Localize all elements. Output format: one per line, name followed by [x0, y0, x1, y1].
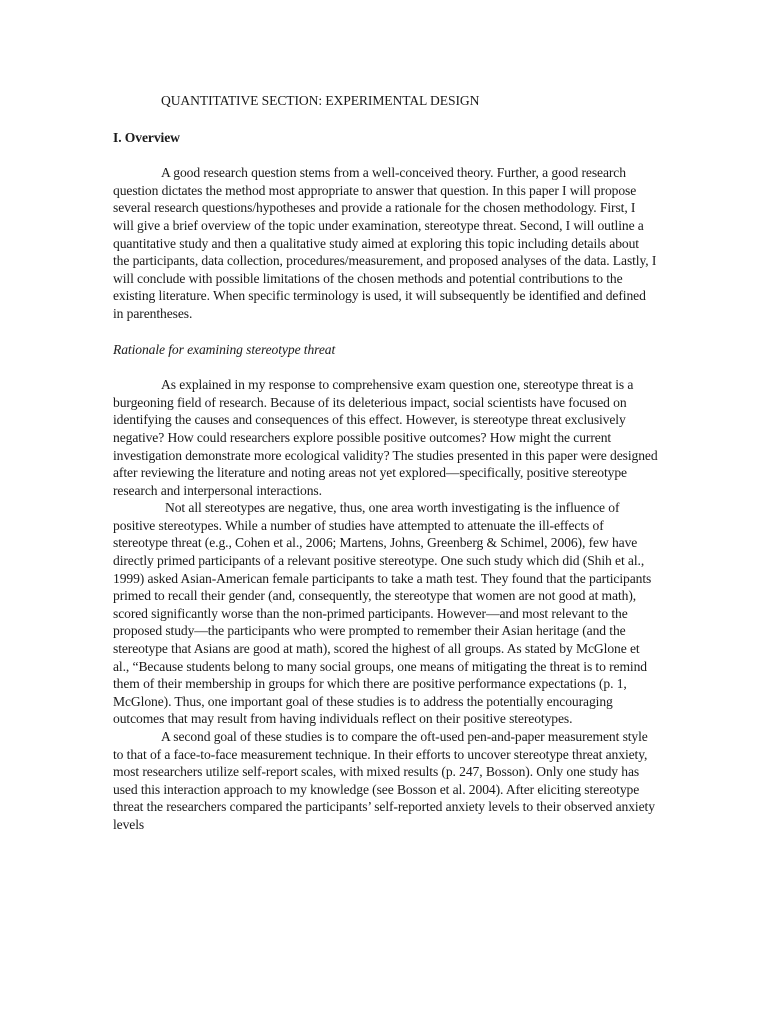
paragraph-rationale-3: A second goal of these studies is to compare the oft-used pen-and-paper measurement style to that of a face-to-face measurement technique. In their efforts to uncover stereotype threat anxiety, most researchers utilize self-report scales, with mixed results (p. 247, Bosson). Only one study has used this interaction approach to my knowledge (see Bosson et al. 2004). After eliciting stereotype threat the researchers compared the participants’ self-reported anxiety levels to their observed anxiety levels — [113, 729, 655, 832]
paragraph-rationale-2: Not all stereotypes are negative, thus, one area worth investigating is the influence of positive stereotypes. While a number of studies have attempted to attenuate the ill-effects of stereotype threat (e.g., Cohen et al., 2006; Martens, Johns, Greenberg & Schimel, 2006), few have directly primed participants of a relevant positive stereotype. One such study which did (Shih et al., 1999) asked Asian-American female participants to take a math test. They found that the participants primed to recall their gender (and, consequently, the stereotype that women are not good at math), scored significantly worse than the non-primed participants. However—and most relevant to the proposed study—the participants who were prompted to remember their Asian heritage (and the stereotype that Asians are good at math), scored the highest of all groups. As stated by McGlone et al., “Because students belong to many social groups, one means of mitigating the threat is to remind them of their membership in groups for which there are positive performance expectations (p. 1, McGlone). Thus, one important goal of these studies is to address the potentially encouraging outcomes that may result from having individuals reflect on their positive stereotypes. — [113, 500, 652, 727]
section-heading-overview: I. Overview — [113, 129, 180, 145]
paragraph-overview: A good research question stems from a well-conceived theory. Further, a good research question dictates the method most appropriate to answer that question. In this paper I will propose several research questions/hypotheses and provide a rationale for the chosen methodology. First, I will give a brief overview of the topic under examination, stereotype threat. Second, I will outline a quantitative study and then a qualitative study aimed at exploring this topic including details about the participants, data collection, procedures/measurement, and proposed analyses of the data. Lastly, I will conclude with possible limitations of the chosen methods and potential contributions to the existing literature. When specific terminology is used, it will subsequently be identified and defined in parentheses. — [113, 165, 657, 321]
paragraph-rationale-1: As explained in my response to comprehensive exam question one, stereotype threat is a burgeoning field of research. Because of its deleterious impact, social scientists have focused on identifying the causes and consequences of this effect. However, is stereotype threat exclusively negative? How could researchers explore possible positive outcomes? How might the current investigation demonstrate more ecological validity? The studies presented in this paper were designed after reviewing the literature and noting areas not yet explored—specifically, positive stereotype research and interpersonal interactions. — [113, 377, 658, 498]
document-page — [113, 92, 658, 834]
document-title: QUANTITATIVE SECTION: EXPERIMENTAL DESIGN — [161, 93, 480, 108]
subheading-rationale: Rationale for examining stereotype threat — [113, 341, 336, 357]
